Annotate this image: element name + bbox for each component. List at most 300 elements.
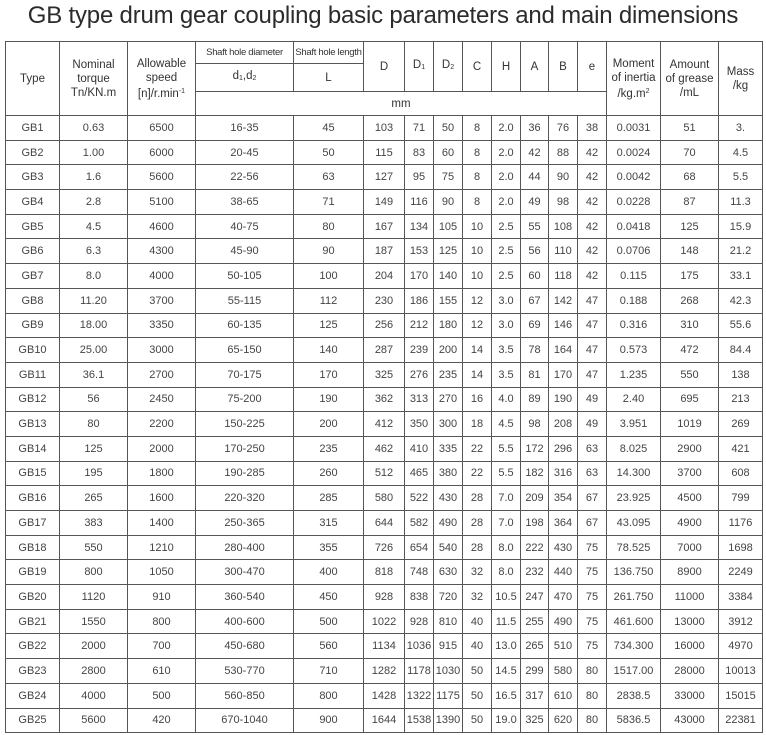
table-cell: 170 xyxy=(294,362,364,387)
table-cell: 110 xyxy=(549,239,578,264)
table-cell: 190 xyxy=(549,387,578,412)
table-cell: 915 xyxy=(434,634,463,659)
table-cell: 175 xyxy=(661,264,719,289)
table-cell: 3912 xyxy=(719,609,763,634)
table-cell: GB20 xyxy=(6,585,60,610)
table-cell: 49 xyxy=(578,387,607,412)
table-cell: 610 xyxy=(549,683,578,708)
table-cell: 2800 xyxy=(60,659,128,684)
table-cell: 50-105 xyxy=(196,264,294,289)
table-cell: 198 xyxy=(521,511,549,536)
table-cell: 204 xyxy=(364,264,405,289)
table-cell: 540 xyxy=(434,535,463,560)
table-cell: 75 xyxy=(578,585,607,610)
table-row xyxy=(6,708,763,733)
table-cell: 13.0 xyxy=(492,634,521,659)
table-cell: 5.5 xyxy=(492,436,521,461)
table-cell: 150-225 xyxy=(196,412,294,437)
table-cell: 265 xyxy=(60,486,128,511)
table-cell: 40 xyxy=(463,634,492,659)
table-cell: 315 xyxy=(294,511,364,536)
table-cell: 0.63 xyxy=(60,116,128,141)
table-cell: 75 xyxy=(578,609,607,634)
table-cell: 0.0042 xyxy=(607,165,661,190)
table-cell: 490 xyxy=(549,609,578,634)
table-cell: 200 xyxy=(294,412,364,437)
table-cell: 500 xyxy=(128,683,196,708)
table-cell: 50 xyxy=(294,140,364,165)
header-shaft-hole-length: Shaft hole length xyxy=(294,42,364,64)
table-cell: 136.750 xyxy=(607,560,661,585)
table-cell: 20-45 xyxy=(196,140,294,165)
table-cell: 153 xyxy=(405,239,434,264)
table-cell: 818 xyxy=(364,560,405,585)
table-cell: GB21 xyxy=(6,609,60,634)
table-cell: 89 xyxy=(521,387,549,412)
table-cell: GB13 xyxy=(6,412,60,437)
table-cell: 15.9 xyxy=(719,214,763,239)
table-cell: 56 xyxy=(521,239,549,264)
table-cell: 42 xyxy=(578,190,607,215)
table-cell: GB18 xyxy=(6,535,60,560)
table-cell: 1517.00 xyxy=(607,659,661,684)
table-cell: 47 xyxy=(578,313,607,338)
table-cell: 49 xyxy=(521,190,549,215)
table-cell: 644 xyxy=(364,511,405,536)
table-cell: 65-150 xyxy=(196,338,294,363)
header-unit-mm: mm xyxy=(196,92,607,116)
table-cell: 16.5 xyxy=(492,683,521,708)
table-cell: 1400 xyxy=(128,511,196,536)
header-D2: $D_2$ xyxy=(434,42,463,92)
table-cell: 212 xyxy=(405,313,434,338)
table-cell: 1178 xyxy=(405,659,434,684)
table-cell: 98 xyxy=(549,190,578,215)
table-cell: 465 xyxy=(405,461,434,486)
table-cell: 69 xyxy=(521,313,549,338)
table-cell: 81 xyxy=(521,362,549,387)
table-cell: 734.300 xyxy=(607,634,661,659)
header-L: L xyxy=(294,64,364,92)
table-cell: 18.00 xyxy=(60,313,128,338)
table-cell: 300-470 xyxy=(196,560,294,585)
table-cell: 4900 xyxy=(661,511,719,536)
table-cell: 530-770 xyxy=(196,659,294,684)
table-cell: GB25 xyxy=(6,708,60,733)
table-cell: 75 xyxy=(578,535,607,560)
table-cell: 170-250 xyxy=(196,436,294,461)
table-cell: 28 xyxy=(463,486,492,511)
table-cell: 55.6 xyxy=(719,313,763,338)
table-cell: 7.0 xyxy=(492,511,521,536)
table-cell: 180 xyxy=(434,313,463,338)
header-type: Type xyxy=(6,42,60,116)
table-cell: 75 xyxy=(434,165,463,190)
table-cell: 8.0 xyxy=(492,535,521,560)
table-cell: 10 xyxy=(463,214,492,239)
table-cell: 70 xyxy=(661,140,719,165)
table-cell: 6000 xyxy=(128,140,196,165)
table-cell: 40 xyxy=(463,609,492,634)
table-cell: 800 xyxy=(60,560,128,585)
table-cell: 42 xyxy=(521,140,549,165)
table-cell: 3.0 xyxy=(492,288,521,313)
table-cell: 80 xyxy=(578,659,607,684)
table-cell: 1538 xyxy=(405,708,434,733)
table-cell: 2.5 xyxy=(492,264,521,289)
table-cell: 125 xyxy=(294,313,364,338)
table-cell: 383 xyxy=(60,511,128,536)
table-cell: 1282 xyxy=(364,659,405,684)
table-cell: 55-115 xyxy=(196,288,294,313)
table-cell: GB1 xyxy=(6,116,60,141)
table-cell: 310 xyxy=(661,313,719,338)
table-cell: 50 xyxy=(434,116,463,141)
table-cell: 285 xyxy=(294,486,364,511)
table-cell: GB22 xyxy=(6,634,60,659)
table-cell: 125 xyxy=(434,239,463,264)
table-cell: 14.5 xyxy=(492,659,521,684)
table-cell: 63 xyxy=(294,165,364,190)
table-cell: 60 xyxy=(434,140,463,165)
table-cell: 28 xyxy=(463,511,492,536)
table-cell: 470 xyxy=(549,585,578,610)
table-cell: 134 xyxy=(405,214,434,239)
table-cell: 87 xyxy=(661,190,719,215)
header-D1: $D_1$ xyxy=(405,42,434,92)
table-cell: 695 xyxy=(661,387,719,412)
table-cell: 67 xyxy=(578,486,607,511)
page-title: GB type drum gear coupling basic parameters and main dimensions xyxy=(27,2,739,29)
table-cell: 22 xyxy=(463,461,492,486)
table-cell: GB9 xyxy=(6,313,60,338)
table-cell: 60 xyxy=(521,264,549,289)
table-row xyxy=(6,140,763,165)
table-cell: 810 xyxy=(434,609,463,634)
table-cell: 1022 xyxy=(364,609,405,634)
table-cell: 269 xyxy=(719,412,763,437)
table-row xyxy=(6,288,763,313)
table-cell: 43000 xyxy=(661,708,719,733)
table-cell: 40-75 xyxy=(196,214,294,239)
table-row xyxy=(6,362,763,387)
table-cell: 5.5 xyxy=(719,165,763,190)
table-cell: 325 xyxy=(521,708,549,733)
table-row xyxy=(6,634,763,659)
table-cell: 260 xyxy=(294,461,364,486)
header-C: C xyxy=(463,42,492,92)
table-cell: 11000 xyxy=(661,585,719,610)
table-cell: GB23 xyxy=(6,659,60,684)
table-cell: 472 xyxy=(661,338,719,363)
table-cell: 0.0228 xyxy=(607,190,661,215)
table-cell: 2.0 xyxy=(492,190,521,215)
table-cell: 38-65 xyxy=(196,190,294,215)
table-cell: 108 xyxy=(549,214,578,239)
table-cell: 49 xyxy=(578,412,607,437)
table-cell: 440 xyxy=(549,560,578,585)
table-cell: 1.235 xyxy=(607,362,661,387)
table-cell: 80 xyxy=(294,214,364,239)
table-cell: 512 xyxy=(364,461,405,486)
table-cell: 1644 xyxy=(364,708,405,733)
table-row xyxy=(6,116,763,141)
table-cell: 1210 xyxy=(128,535,196,560)
header-mass: Mass /kg xyxy=(719,42,763,116)
table-cell: GB4 xyxy=(6,190,60,215)
table-cell: 63 xyxy=(578,436,607,461)
table-cell: 560 xyxy=(294,634,364,659)
header-B: B xyxy=(549,42,578,92)
table-cell: 1134 xyxy=(364,634,405,659)
table-cell: 3350 xyxy=(128,313,196,338)
table-cell: 164 xyxy=(549,338,578,363)
table-cell: 7.0 xyxy=(492,486,521,511)
table-cell: 32 xyxy=(463,560,492,585)
table-cell: 838 xyxy=(405,585,434,610)
table-cell: 12 xyxy=(463,313,492,338)
table-row xyxy=(6,535,763,560)
table-cell: 149 xyxy=(364,190,405,215)
table-cell: 2.0 xyxy=(492,165,521,190)
table-cell: 12 xyxy=(463,288,492,313)
table-cell: GB6 xyxy=(6,239,60,264)
table-cell: 22381 xyxy=(719,708,763,733)
table-cell: 380 xyxy=(434,461,463,486)
table-cell: 195 xyxy=(60,461,128,486)
table-cell: 3700 xyxy=(661,461,719,486)
table-cell: 21.2 xyxy=(719,239,763,264)
table-cell: 300 xyxy=(434,412,463,437)
table-cell: GB10 xyxy=(6,338,60,363)
header-d1-d2: $d_1,d_2$ xyxy=(196,64,294,92)
table-cell: 1428 xyxy=(364,683,405,708)
table-cell: GB16 xyxy=(6,486,60,511)
table-cell: 10 xyxy=(463,264,492,289)
table-cell: 55 xyxy=(521,214,549,239)
table-cell: 5600 xyxy=(128,165,196,190)
table-cell: 430 xyxy=(434,486,463,511)
table-cell: 4.0 xyxy=(492,387,521,412)
table-cell: 8 xyxy=(463,165,492,190)
table-cell: 235 xyxy=(294,436,364,461)
table-cell: 335 xyxy=(434,436,463,461)
table-cell: 42 xyxy=(578,264,607,289)
table-cell: 748 xyxy=(405,560,434,585)
table-cell: 208 xyxy=(549,412,578,437)
table-cell: 799 xyxy=(719,486,763,511)
table-cell: 22 xyxy=(463,436,492,461)
table-cell: 1390 xyxy=(434,708,463,733)
table-cell: 8 xyxy=(463,116,492,141)
table-row xyxy=(6,313,763,338)
table-cell: 4000 xyxy=(128,264,196,289)
header-moment-of-inertia: Moment of inertia $/kg.m^2$ xyxy=(607,42,661,116)
table-cell: GB2 xyxy=(6,140,60,165)
table-cell: 146 xyxy=(549,313,578,338)
table-cell: 670-1040 xyxy=(196,708,294,733)
table-cell: 190-285 xyxy=(196,461,294,486)
table-cell: 5836.5 xyxy=(607,708,661,733)
header-A: A xyxy=(521,42,549,92)
table-cell: 11.3 xyxy=(719,190,763,215)
table-row xyxy=(6,264,763,289)
table-cell: 138 xyxy=(719,362,763,387)
table-cell: 15015 xyxy=(719,683,763,708)
table-cell: 2.0 xyxy=(492,140,521,165)
table-cell: 8 xyxy=(463,140,492,165)
table-cell: 928 xyxy=(405,609,434,634)
table-cell: 400-600 xyxy=(196,609,294,634)
table-cell: 43.095 xyxy=(607,511,661,536)
table-cell: 127 xyxy=(364,165,405,190)
table-cell: 63 xyxy=(578,461,607,486)
table-cell: 1036 xyxy=(405,634,434,659)
header-H: H xyxy=(492,42,521,92)
table-cell: 170 xyxy=(405,264,434,289)
table-cell: 461.600 xyxy=(607,609,661,634)
table-cell: 71 xyxy=(294,190,364,215)
table-cell: 28 xyxy=(463,535,492,560)
table-cell: 44 xyxy=(521,165,549,190)
table-cell: 148 xyxy=(661,239,719,264)
table-cell: 80 xyxy=(60,412,128,437)
table-cell: 67 xyxy=(521,288,549,313)
table-cell: 1600 xyxy=(128,486,196,511)
table-cell: 299 xyxy=(521,659,549,684)
table-cell: GB3 xyxy=(6,165,60,190)
table-cell: 630 xyxy=(434,560,463,585)
table-cell: 25.00 xyxy=(60,338,128,363)
table-cell: 5100 xyxy=(128,190,196,215)
table-cell: 47 xyxy=(578,362,607,387)
table-cell: 550 xyxy=(60,535,128,560)
table-cell: GB19 xyxy=(6,560,60,585)
table-cell: 610 xyxy=(128,659,196,684)
table-cell: 700 xyxy=(128,634,196,659)
table-cell: 450-680 xyxy=(196,634,294,659)
table-cell: 95 xyxy=(405,165,434,190)
table-cell: 582 xyxy=(405,511,434,536)
table-cell: 400 xyxy=(294,560,364,585)
table-cell: 222 xyxy=(521,535,549,560)
table-cell: 33000 xyxy=(661,683,719,708)
table-cell: 928 xyxy=(364,585,405,610)
table-cell: 0.115 xyxy=(607,264,661,289)
table-cell: 112 xyxy=(294,288,364,313)
table-cell: 10013 xyxy=(719,659,763,684)
table-cell: 70-175 xyxy=(196,362,294,387)
table-cell: GB12 xyxy=(6,387,60,412)
table-row xyxy=(6,683,763,708)
table-cell: 2.8 xyxy=(60,190,128,215)
table-cell: 42.3 xyxy=(719,288,763,313)
table-cell: 1120 xyxy=(60,585,128,610)
table-cell: 68 xyxy=(661,165,719,190)
header-shaft-hole-diameter: Shaft hole diameter xyxy=(196,42,294,64)
table-cell: 4300 xyxy=(128,239,196,264)
table-cell: 16 xyxy=(463,387,492,412)
table-cell: 8900 xyxy=(661,560,719,585)
table-cell: 100 xyxy=(294,264,364,289)
header-nominal-torque: Nominal torque Tn/KN.m xyxy=(60,42,128,116)
table-cell: 105 xyxy=(434,214,463,239)
table-cell: 316 xyxy=(549,461,578,486)
table-cell: 170 xyxy=(549,362,578,387)
table-cell: 4.5 xyxy=(492,412,521,437)
table-row xyxy=(6,387,763,412)
table-cell: 362 xyxy=(364,387,405,412)
table-cell: 11.5 xyxy=(492,609,521,634)
table-cell: 1.6 xyxy=(60,165,128,190)
table-cell: 450 xyxy=(294,585,364,610)
table-cell: 167 xyxy=(364,214,405,239)
table-cell: 14 xyxy=(463,362,492,387)
table-cell: 187 xyxy=(364,239,405,264)
table-cell: 36.1 xyxy=(60,362,128,387)
table-cell: 900 xyxy=(294,708,364,733)
table-cell: 420 xyxy=(128,708,196,733)
table-cell: 78.525 xyxy=(607,535,661,560)
table-cell: 3.0 xyxy=(492,313,521,338)
table-cell: 235 xyxy=(434,362,463,387)
table-cell: 910 xyxy=(128,585,196,610)
table-cell: 4.5 xyxy=(719,140,763,165)
table-cell: 10.5 xyxy=(492,585,521,610)
table-cell: 125 xyxy=(661,214,719,239)
table-cell: 33.1 xyxy=(719,264,763,289)
table-cell: 140 xyxy=(434,264,463,289)
table-cell: 6.3 xyxy=(60,239,128,264)
table-cell: 3.5 xyxy=(492,362,521,387)
table-cell: 47 xyxy=(578,338,607,363)
table-cell: 4000 xyxy=(60,683,128,708)
table-cell: 125 xyxy=(60,436,128,461)
table-cell: 190 xyxy=(294,387,364,412)
table-cell: 3. xyxy=(719,116,763,141)
table-row xyxy=(6,239,763,264)
table-cell: 14 xyxy=(463,338,492,363)
table-cell: 8.0 xyxy=(492,560,521,585)
table-cell: 800 xyxy=(128,609,196,634)
table-cell: 256 xyxy=(364,313,405,338)
table-cell: 23.925 xyxy=(607,486,661,511)
table-cell: 317 xyxy=(521,683,549,708)
table-cell: 654 xyxy=(405,535,434,560)
table-cell: 1698 xyxy=(719,535,763,560)
table-cell: 172 xyxy=(521,436,549,461)
table-cell: 500 xyxy=(294,609,364,634)
table-cell: 462 xyxy=(364,436,405,461)
table-cell: 3384 xyxy=(719,585,763,610)
table-cell: 75 xyxy=(578,560,607,585)
table-cell: 276 xyxy=(405,362,434,387)
table-cell: 0.573 xyxy=(607,338,661,363)
table-cell: 0.0031 xyxy=(607,116,661,141)
table-cell: 313 xyxy=(405,387,434,412)
table-cell: 90 xyxy=(294,239,364,264)
table-cell: 0.316 xyxy=(607,313,661,338)
table-cell: 103 xyxy=(364,116,405,141)
table-cell: 2000 xyxy=(128,436,196,461)
table-cell: 50 xyxy=(463,659,492,684)
table-cell: 84.4 xyxy=(719,338,763,363)
table-cell: 83 xyxy=(405,140,434,165)
table-cell: GB14 xyxy=(6,436,60,461)
table-row xyxy=(6,659,763,684)
table-cell: 18 xyxy=(463,412,492,437)
table-cell: 50 xyxy=(463,683,492,708)
